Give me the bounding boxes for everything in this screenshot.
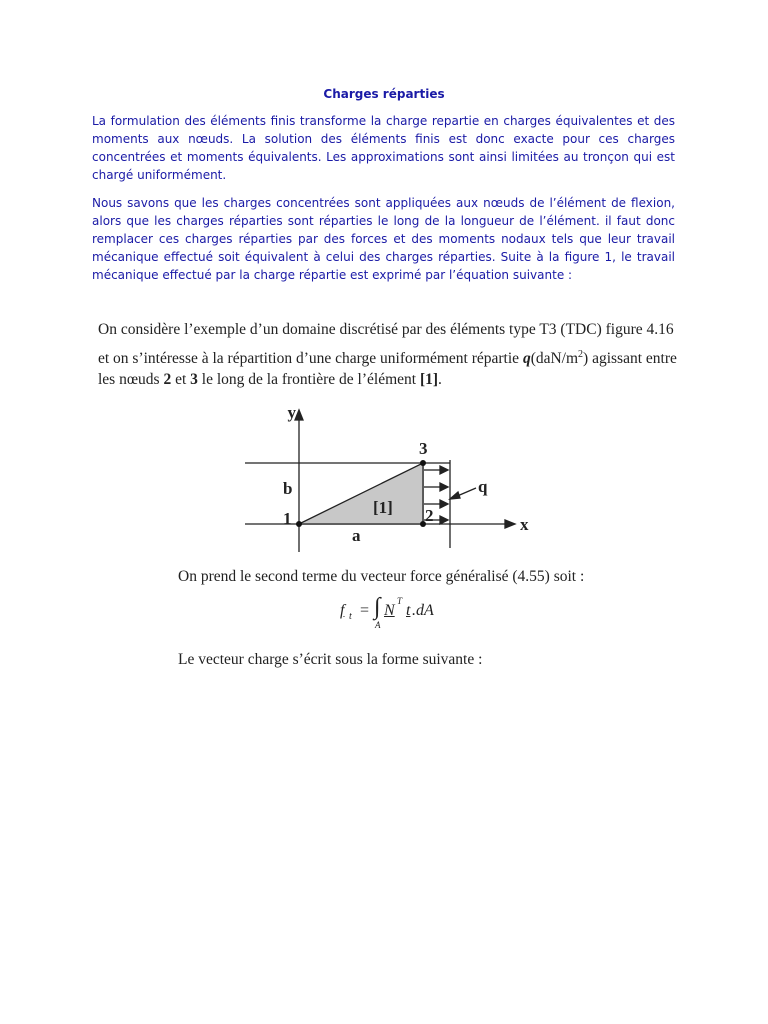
node-2-label: 2 [425,506,434,525]
force-equation [340,596,460,636]
eq-t: t [406,602,411,619]
eq-integral: ∫ [374,594,381,620]
section-title: Charges réparties [323,87,445,101]
y-axis-arrow [295,410,303,420]
eq-dA: .dA [412,602,434,619]
eq-N: N [384,602,395,619]
excerpt-line-3: les nœuds 2 et 3 le long de la frontière de l’élément [1]. [98,371,442,388]
label-q: q [478,477,488,496]
x-axis-arrow [505,520,515,528]
excerpt-after-figure: On prend le second terme du vecteur force généralisé (4.55) soit : [178,568,585,585]
eq-N-sup: T [397,596,403,606]
excerpt-line-1: On considère l’exemple d’un domaine discrétisé par des éléments type T3 (TDC) figure 4.16 [98,321,674,338]
element-label: [1] [373,498,393,517]
node-1-label: 1 [283,509,292,528]
label-b: b [283,479,293,498]
excerpt-last-line: Le vecteur charge s’écrit sous la forme suivante : [178,651,483,668]
node-3-label: 3 [419,439,428,458]
node-1-point [296,521,302,527]
paragraph-1: La formulation des éléments finis transforme la charge repartie en charges équivalentes et des moments aux nœuds. La solution des éléments finis est donc exacte pour ces charges concentrées et moments équivalents. Les approximations sont ainsi limitées au tronçon qui est chargé uniformément. [92,114,675,182]
x-axis-label: x [520,515,529,534]
eq-f-sub: t [349,611,352,622]
node-3-point [420,460,426,466]
eq-int-sub: A [375,620,381,630]
excerpt-line-2: et on s’intéresse à la répartition d’une charge uniformément répartie $q(daN/m^2)$ agissant entre [98,349,677,368]
paragraph-2: Nous savons que les charges concentrées sont appliquées aux nœuds de l’élément de flexion, alors que les charges réparties sont réparties le long de la longueur de l’élément. il faut donc remplacer ces charges réparties par des forces et des moments nodaux tels que leur travail mécanique effectué soit équivalent à celui des charges réparties. Suite à la figure 1, le travail mécanique effectué par la charge répartie est exprimé par l’équation suivante : [92,196,675,282]
triangle-element [299,463,423,524]
eq-f: f [340,602,345,619]
y-axis-label: y [287,403,296,422]
label-a: a [352,526,361,545]
eq-equals: = [360,602,370,619]
